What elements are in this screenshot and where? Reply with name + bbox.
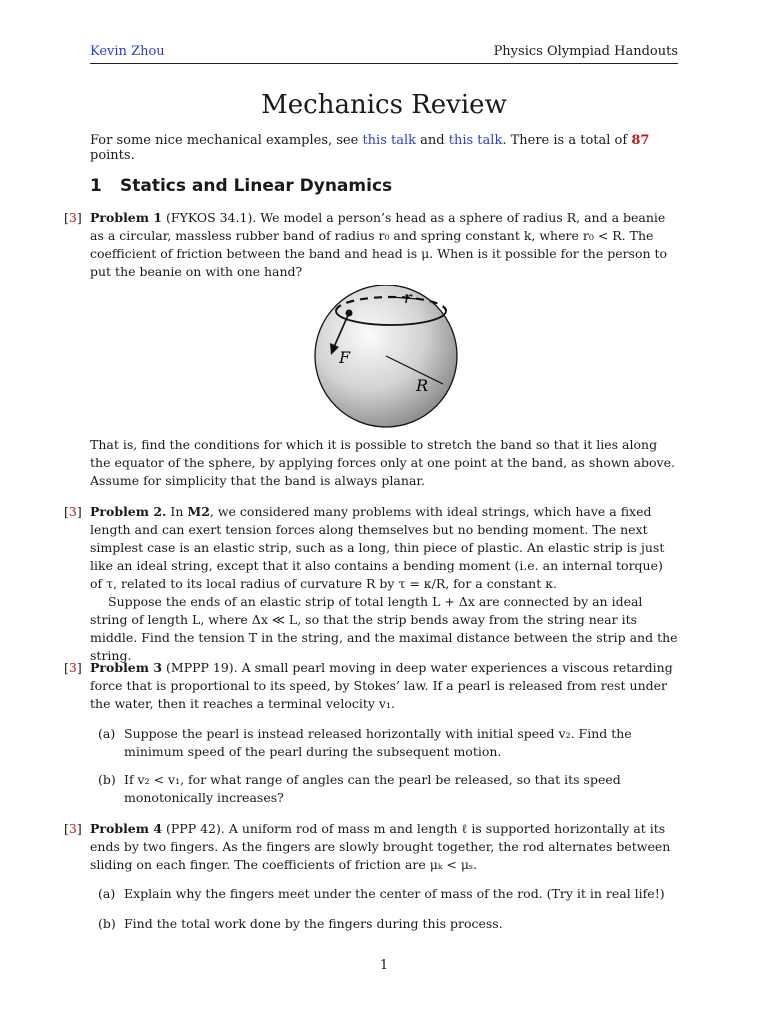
- problem-text: We model a person’s head as a sphere of radius R, and a beanie as a circular, massless rubber band of radius r₀ and spring constant k, where r₀ < R. The coefficient of friction between the band and head is μ. When is it possible for the person to put the beanie on with one hand?: [90, 210, 668, 279]
- problem-4-part-a: (a) Explain why the fingers meet under the center of mass of the rod. (Try it in real life!): [98, 886, 665, 901]
- problem-label: Problem 2.: [90, 504, 167, 519]
- points-badge: [3]: [64, 504, 82, 519]
- points-badge: [3]: [64, 821, 82, 836]
- intro-paragraph: [90, 133, 678, 163]
- label-F: F: [339, 348, 351, 367]
- running-header: [90, 44, 678, 64]
- problem-label: Problem 4: [90, 821, 163, 836]
- label-R: R: [416, 376, 429, 395]
- intro-mid: . There is a total of: [502, 133, 632, 148]
- author-name: Kevin Zhou: [90, 44, 165, 59]
- problem-1-after-text: That is, find the conditions for which it is possible to stretch the band so that it lies along the equator of the sphere, by applying forces only at one point at the band, as shown above. Assume for simplicity that the band is always planar.: [90, 437, 675, 488]
- talk-link-2[interactable]: this talk: [448, 133, 503, 148]
- problem-4-part-b: (b) Find the total work done by the fingers during this process.: [98, 916, 503, 931]
- beanie-sphere-figure: [0, 285, 768, 435]
- problem-1-continued: [90, 436, 678, 490]
- problem-text: , we considered many problems with ideal strings, which have a fixed length and can exert tension forces along themselves but no bending moment. The next simplest case is an elastic strip, such as a long, thin piece of plastic. An elastic strip is just like an ideal string, except that it also contains a bending moment (i.e. an internal torque) of τ, related to its local radius of curvature R by τ = κ/R, for a constant κ.: [90, 504, 665, 591]
- section-number: 1: [90, 176, 102, 196]
- handout-series: Physics Olympiad Handouts: [493, 44, 678, 59]
- talk-link-1[interactable]: this talk: [362, 133, 417, 148]
- points-badge: [3]: [64, 660, 82, 675]
- problem-source: (PPP 42).: [162, 821, 225, 836]
- problem-4: [64, 820, 678, 874]
- problem-3-part-a: (a) Suppose the pearl is instead released horizontally with initial speed v₂. Find the minimum speed of the pearl during the subsequent motion.: [98, 726, 632, 759]
- problem-source: (FYKOS 34.1).: [162, 210, 257, 225]
- problem-1: [64, 209, 678, 281]
- header-rule: [90, 63, 678, 64]
- problem-2: [3] Problem 2. In M2, we considered many problems with ideal strings, which have a fixed length and can exert tension forces along themselves but no bending moment. The next simplest case is an elastic strip, such as a long, thin piece of plastic. An elastic strip is just like an ideal string, except that it also contains a bending moment (i.e. an internal torque) of τ, related to its local radius of curvature R by τ = κ/R, for a constant κ. Suppose the ends of an elastic strip of total length L + Δx are connected by an ideal string of length L, where Δx ≪ L, so that the strip bends away from the string near its middle. Find the tension T in the string, and the maximal distance between the strip and the string.: [64, 504, 678, 663]
- section-title: Statics and Linear Dynamics: [120, 176, 393, 196]
- problem-3: [64, 659, 678, 713]
- points-badge: [3]: [64, 210, 82, 225]
- problem-3-part-b: (b) If v₂ < v₁, for what range of angles can the pearl be released, so that its speed monotonically increases?: [98, 772, 621, 805]
- label-r: r: [404, 288, 412, 307]
- intro-end: points.: [90, 148, 135, 163]
- problem-label: Problem 3: [90, 660, 163, 675]
- section-heading: [90, 176, 392, 196]
- document-title: Mechanics Review: [261, 90, 507, 120]
- problem-source: (MPPP 19).: [162, 660, 238, 675]
- problem-text: A small pearl moving in deep water experiences a viscous retarding force that is proportional to its speed, by Stokes’ law. If a pearl is released from rest under the water, then it reaches a terminal velocity v₁.: [90, 660, 673, 711]
- intro-and: and: [416, 133, 449, 148]
- page-number: 1: [379, 958, 389, 973]
- intro-text: For some nice mechanical examples, see: [90, 133, 363, 148]
- problem-text: A uniform rod of mass m and length ℓ is supported horizontally at its ends by two fingers. As the fingers are slowly brought together, the rod alternates between sliding on each finger. The coefficients of friction are μₖ < μₛ.: [90, 821, 671, 872]
- problem-2-para2: Suppose the ends of an elastic strip of total length L + Δx are connected by an ideal string of length L, where Δx ≪ L, so that the strip bends away from the string near its middle. Find the tension T in the string, and the maximal distance between the strip and the string.: [90, 594, 678, 663]
- total-points: 87: [631, 133, 650, 148]
- handout-ref: M2: [187, 504, 210, 519]
- problem-label: Problem 1: [90, 210, 163, 225]
